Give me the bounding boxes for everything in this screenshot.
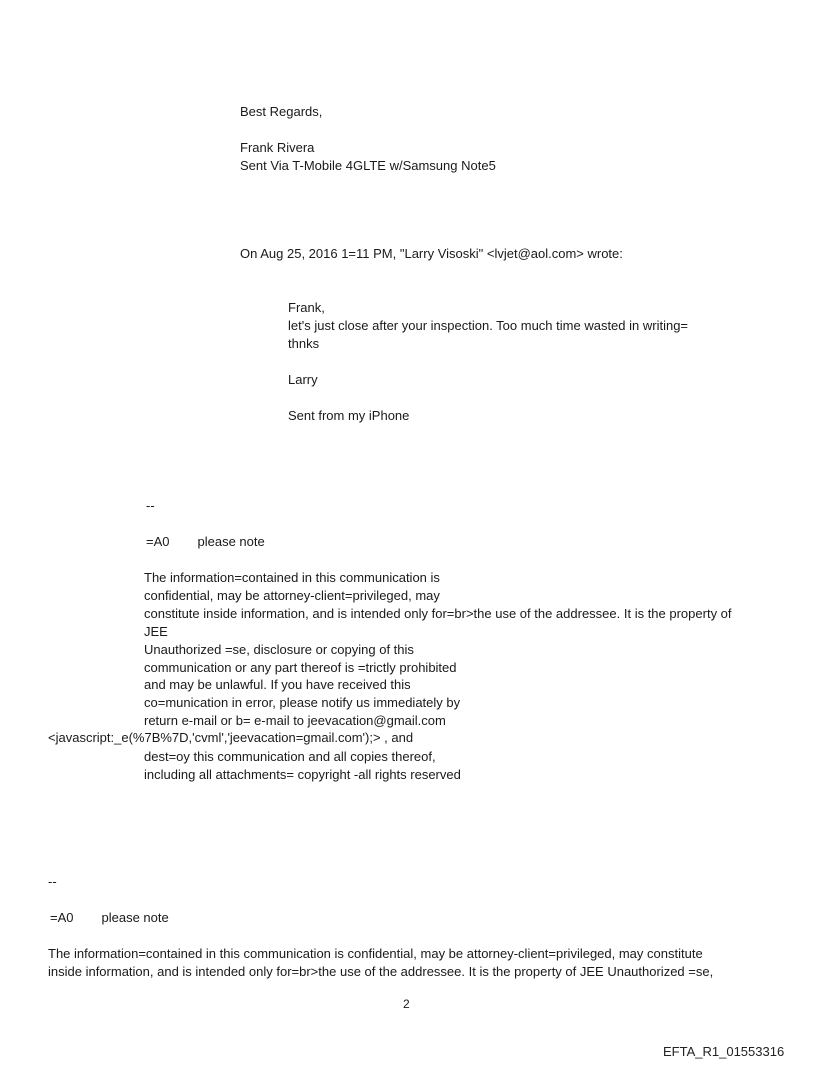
outer-disclaimer-line-2: inside information, and is intended only for=br>the use of the addressee. It is the property of JEE Unauthorized =se, (48, 964, 714, 979)
quoted-sent-from: Sent from my iPhone (288, 408, 410, 423)
note-code: =A0 (146, 534, 170, 549)
disclaimer-line: Unauthorized =se, disclosure or copying of this (144, 641, 414, 657)
disclaimer-line: constitute inside information, and is intended only for=br>the use of the addressee. It is the property of (144, 605, 732, 621)
disclaimer-line: The information=contained in this communication is (144, 570, 440, 585)
disclaimer-line: dest=oy this communication and all copies thereof, (144, 749, 436, 764)
separator: -- (48, 874, 57, 889)
disclaimer-line: confidential, may be attorney-client=privileged, may (144, 587, 440, 603)
sender-name: Frank Rivera (240, 140, 315, 155)
disclaimer-tail (144, 748, 461, 784)
disclaimer-line: JEE (144, 623, 168, 639)
quoted-line-1: let's just close after your inspection. Too much time wasted in writing= (288, 318, 689, 333)
document-id: EFTA_R1_01553316 (663, 1044, 785, 1059)
disclaimer-line: including all attachments= copyright -all rights reserved (144, 766, 461, 782)
quoted-greeting: Frank, (288, 300, 325, 315)
note-label: please note (197, 534, 265, 549)
closing-text: Best Regards, (240, 104, 323, 119)
page-number: 2 (403, 997, 410, 1011)
outer-disclaimer-line-1: The information=contained in this communication is confidential, may be attorney-client=privileged, may constitute (48, 946, 703, 961)
separator: -- (146, 498, 155, 513)
note-heading (146, 534, 265, 550)
note-label: please note (101, 910, 169, 925)
disclaimer-line: return e-mail or b= e-mail to jeevacation@gmail.com (144, 713, 446, 729)
quoted-header: On Aug 25, 2016 1=11 PM, "Larry Visoski" <lvjet@aol.com> wrote: (240, 246, 623, 261)
note-code: =A0 (50, 910, 74, 925)
quoted-line-2: thnks (288, 336, 320, 351)
disclaimer-line: communication or any part thereof is =trictly prohibited (144, 659, 457, 675)
disclaimer-body (144, 569, 732, 730)
sent-via-text: Sent Via T-Mobile 4GLTE w/Samsung Note5 (240, 158, 496, 173)
javascript-link-text: <javascript:_e(%7B%7D,'cvml','jeevacation=gmail.com');> , and (48, 730, 414, 745)
quoted-signoff: Larry (288, 372, 318, 387)
disclaimer-line: and may be unlawful. If you have received this (144, 677, 411, 693)
note-heading (50, 910, 169, 926)
disclaimer-line: co=munication in error, please notify us immediately by (144, 695, 461, 711)
